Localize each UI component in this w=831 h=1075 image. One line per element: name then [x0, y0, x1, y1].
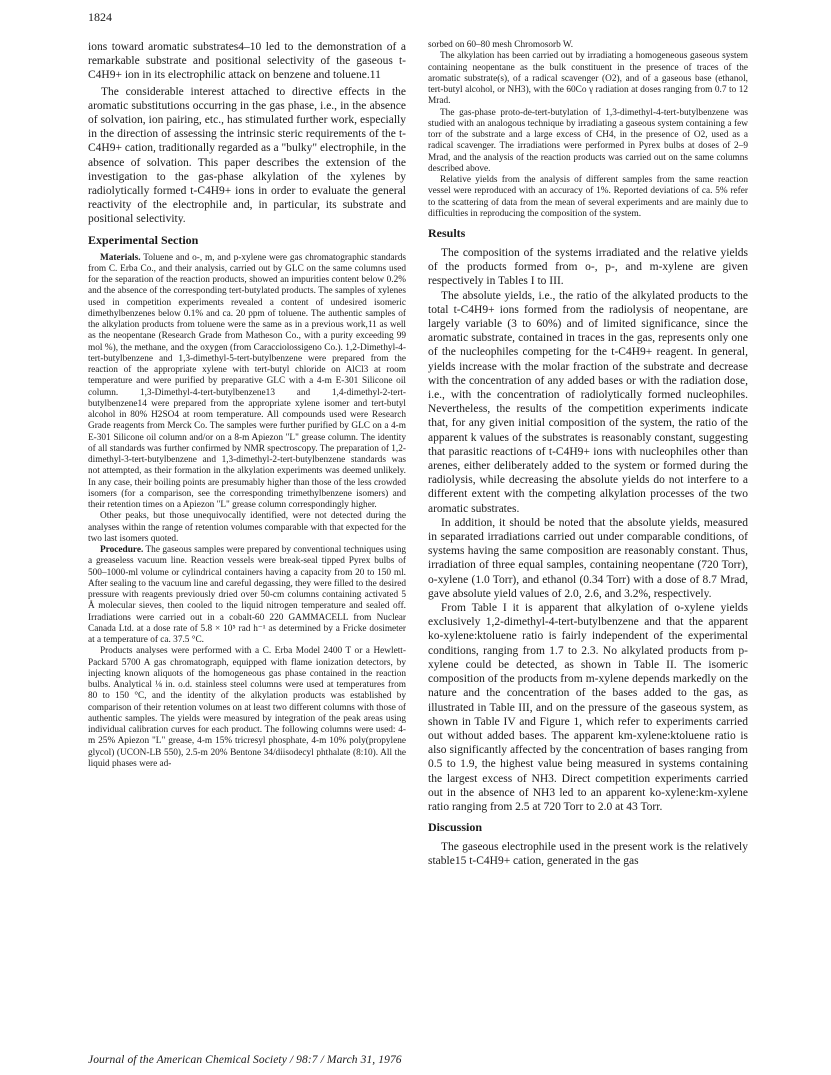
alkylation-paragraph: The alkylation has been carried out by irradiating a homogeneous gaseous system containing neopentane as the bulk constituent in the presence of traces of the aromatic substrate(s), of a radical scavenger (O2), and of a gaseous base (ethanol, tert-butyl alcohol, or NH3), with the 60Co γ radiation at doses ranging from 0.7 to 12 Mrad.: [428, 51, 748, 107]
materials-paragraph: [88, 253, 406, 512]
results-paragraph-4: From Table I it is apparent that alkylation of o-xylene yields exclusively 1,2-dimethyl-4-tert-butylbenzene and that the apparent ko-xylene:ktoluene ratio is fairly independent of the experimental conditions, ranging from 1.7 to 2.3. No alkylated products from p-xylene could be detected, as shown in Table II. The isomeric composition of the products from m-xylene depends markedly on the nature and the concentration of the bases added to the gas, as illustrated in Table III, and on the pressure of the gaseous system, as shown in Table IV and Figure 1, which refer to experiments carried out without added bases. The apparent km-xylene:ktoluene ratio is also significantly affected by the concentration of bases ranging from 0.5 to 1.9, the highest value being measured in systems containing the largest excess of NH3. Direct competition experiments carried out in the absence of NH3 led to an apparent ko-xylene:km-xylene ratio ranging from 2.5 at 720 Torr to 2.0 at 43 Torr.: [428, 602, 748, 813]
results-paragraph-3: In addition, it should be noted that the absolute yields, measured in separated irradiations carried out under comparable conditions, of systems having the same composition are reasonably constant. Thus, irradiation of three equal samples, containing neopentane (720 Torr), o-xylene (1.0 Torr), and ethanol (0.34 Torr) with a dose of 8.7 Mrad, gave absolute yield values of 2.0, 2.6, and 3.2%, respectively.: [428, 516, 748, 600]
page-number: 1824: [88, 10, 112, 24]
other-peaks-paragraph: Other peaks, but those unequivocally identified, were not detected during the analyses within the range of retention volumes comparable with that expected for the two last isomers quoted.: [88, 511, 406, 544]
discussion-paragraph-1: The gaseous electrophile used in the present work is the relatively stable15 t-C4H9+ cation, generated in the gas: [428, 841, 748, 868]
protodetert-paragraph: The gas-phase proto-de-tert-butylation of 1,3-dimethyl-4-tert-butylbenzene was studied with an analogous technique by irradiating a gaseous system containing a few torr of the substrate and a large excess of CH4, in the presence of O2, used as a radical scavenger. The irradiations were performed in Pyrex bulbs at doses of 2–9 Mrad, and the analysis of the reaction products was carried out on the same columns described above.: [428, 107, 748, 174]
discussion-heading: Discussion: [428, 820, 483, 835]
procedure-text: The gaseous samples were prepared by conventional techniques using a greaseless vacuum line. Reaction vessels were break-seal tipped Pyrex bulbs of 500–1000-ml volume or cylindrical containers having a capacity from 20 to 150 ml. After sealing to the vacuum line and careful degassing, they were filled to the desired pressure with reagents previously dried over 50-cm columns containing activated 5 Å molecular sieves, then cooled to the liquid nitrogen temperature and sealed off. Irradiations were carried out in a cobalt-60 220 GAMMACELL from Nuclear Canada Ltd. at a dose rate of 5.8 × 10⁵ rad h⁻¹ as determined by a Fricke dosimeter at a temperature of ca. 37.5 °C.: [88, 545, 407, 646]
results-heading: Results: [428, 226, 466, 240]
products-paragraph: Products analyses were performed with a C. Erba Model 2400 T or a Hewlett-Packard 5700 A gas chromatograph, equipped with flame ionization detectors, by injecting known aliquots of the homogeneous gas phase contained in the reaction bulbs. Analytical ⅛ in. o.d. stainless steel columns were used at temperatures from 80 to 150 °C, and the identity of the alkylation products was established by comparison of their retention volumes on at least two different columns with those of authentic samples. The yields were measured by integration of the peak areas using individual calibration curves for each product. The following columns were used: 4-m 25% Apiezon "L" grease, 4-m 15% tricresyl phosphate, 4-m 10% poly(propylene glycol) (UCON-LB 550), 2.5-m 20% Bentone 34/diisodecyl phthalate (8:10). All the liquid phases were ad-: [88, 646, 406, 769]
procedure-label: Procedure.: [100, 545, 144, 556]
experimental-heading: Experimental Section: [88, 232, 199, 247]
relative-yields-paragraph: Relative yields from the analysis of different samples from the same reaction vessel were reproduced with an accuracy of 1%. Reported deviations of ca. 5% refer to the scattering of data from the mean of several experiments and are mainly due to difficulties in reproducing the composition of the system.: [428, 175, 748, 219]
materials-label: Materials.: [100, 252, 141, 263]
left-column: [88, 40, 406, 770]
results-paragraph-1: The composition of the systems irradiated and the relative yields of the products formed from o-, p-, and m-xylene are given respectively in Tables I to III.: [428, 247, 748, 288]
sorbed-paragraph: sorbed on 60–80 mesh Chromosorb W.: [428, 40, 574, 50]
intro-paragraph-1: ions toward aromatic substrates4–10 led to the demonstration of a remarkable substrate and positional selectivity of the gaseous t-C4H9+ ion in its electrophilic attack on benzene and toluene.11: [88, 41, 406, 82]
results-paragraph-2: The absolute yields, i.e., the ratio of the alkylated products to the total t-C4H9+ ions formed from the radiolysis of neopentane, are largely variable (3 to 60%) and of limited significance, since the aromatic substrate, contained in traces in the gas, represents only one of the nucleophiles competing for the t-C4H9+ reagent. In general, yields increase with the molar fraction of the substrate and decrease with the concentration of any added bases or with the radiation dose, i.e., with the concentration of radiolytically formed nucleophiles. Nevertheless, the results of the competition experiments indicate that, for any given initial composition of the system, the ratio of the apparent k values of the substrates is reasonably constant, suggesting that parasitic reactions of t-C4H9+ ions with nucleophiles other than arenes, either deliberately added to the system or formed during the radiolysis, while decreasing the absolute yields do not interfere to a different extent with the competing alkylation processes of the two aromatic substrates.: [428, 289, 748, 515]
materials-text: Toluene and o-, m, and p-xylene were gas chromatographic standards from C. Erba Co., and their analysis, carried out by GLC on the same columns used for the separation of the reaction products, showed an impurities content below 0.2% and the absence of the corresponding tert-butylated products. The samples of xylenes used in competition experiments revealed a content of undesired isomeric dimethylbenzenes below 0.1% and ca. 20 ppm of toluene. The authentic samples of the alkylation products from toluene were the same as in a previous work,11 as well as the neopentane (Research Grade from Matheson Co., with a purity exceeding 99 mol %), the methane, and the oxygen (from Caracciolossigeno Co.). 1,2-Dimethyl-4-tert-butylbenzene and 1,3-dimethyl-5-tert-butylbenzene were prepared from the reaction of the appropriate xylene with tert-butyl chloride on AlCl3 at room temperature and were purified by preparative GLC with a 4-m E-301 Silicone oil column. 1,3-Dimethyl-4-tert-butylbenzene13 and 1,4-dimethyl-2-tert-butylbenzene14 were prepared from the appropriate xylene isomer and tert-butyl alcohol in 80% H2SO4 at room temperature. All compounds used were Research Grade reagents from Merck Co. The samples were further purified by GLC on a 4-m E-301 Silicone oil column and/or on a 8-m Apiezon "L" grease column. The identity of all standards was further confirmed by NMR spectroscopy. The preparation of 1,2-dimethyl-3-tert-butylbenzene and 1,3-dimethyl-2-tert-butylbenzene standards was not attempted, as their formation in the alkylation experiments was deemed unlikely. In any case, their boiling points are presumably higher than those of the less crowded isomers (for a comparison, see the corresponding trimethylbenzene isomers) and their retention times on a Apiezon "L" grease column correspondingly higher.: [88, 252, 407, 511]
right-column: [428, 40, 748, 869]
procedure-paragraph: [88, 545, 406, 646]
journal-footer: Journal of the American Chemical Society / 98:7 / March 31, 1976: [88, 1054, 402, 1066]
intro-paragraph-2: The considerable interest attached to directive effects in the aromatic substitutions occurring in the gas phase, i.e., in the absence of solvation, ion pairing, etc., has stimulated further work, especially in the direction of assessing the intrinsic steric requirements of the t-C4H9+ cation, traditionally regarded as a "bulky" electrophile, in the absence of solvation. This paper describes the extension of the investigation to the gas-phase alkylation of the xylenes by radiolytically formed t-C4H9+ ions in order to evaluate the general reactivity of the electrophile and, in particular, its substrate and positional selectivity.: [88, 85, 406, 226]
